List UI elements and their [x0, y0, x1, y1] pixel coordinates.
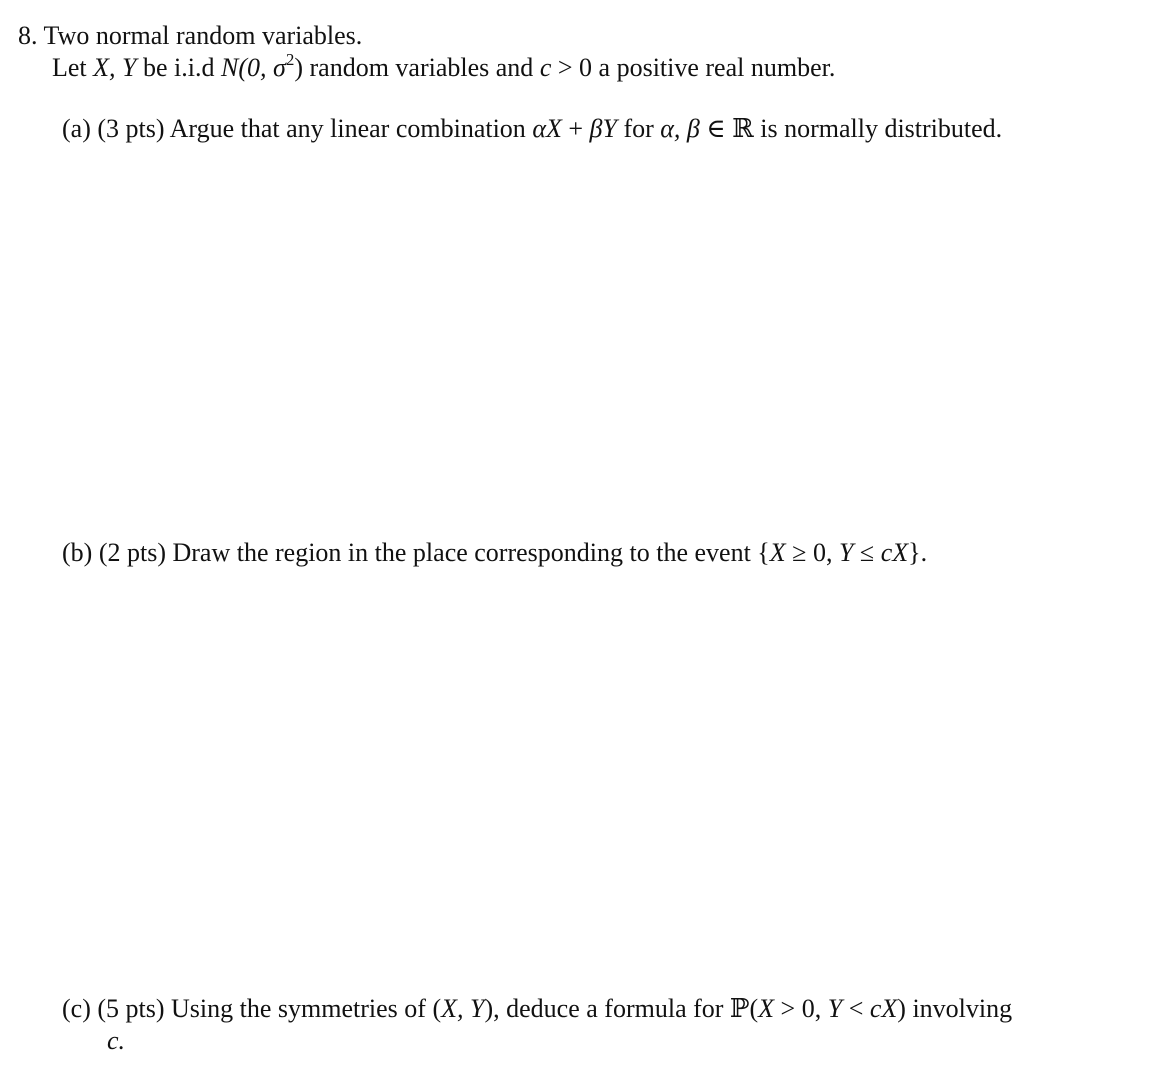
part-b-m2: Y	[838, 538, 854, 567]
question-number: 8.	[18, 21, 38, 50]
part-a-reals: ℝ	[732, 114, 754, 143]
part-a-points: (3 pts)	[97, 114, 165, 143]
part-c-pair: X, Y	[441, 994, 485, 1023]
part-c-text-2: deduce a formula for	[506, 994, 724, 1023]
question-intro	[52, 50, 836, 83]
part-b-m1: X	[769, 538, 786, 567]
part-b-rel2: ≤	[859, 538, 875, 567]
part-b-m3: cX	[880, 538, 909, 567]
part-a-label: (a)	[62, 114, 91, 143]
part-a-plus: +	[568, 114, 584, 143]
part-c-continuation: c.	[107, 1026, 126, 1055]
part-b-text-1: Draw the region in the place corresponding to the event	[172, 538, 751, 567]
part-c-points: (5 pts)	[97, 994, 165, 1023]
intro-dist-n: N	[221, 53, 239, 82]
part-c-m3: cX	[869, 994, 898, 1023]
part-b-set-open: {	[757, 538, 770, 567]
question-title: Two normal random variables.	[43, 21, 363, 50]
part-a-text-1: Argue that any linear combination	[169, 114, 526, 143]
part-c	[62, 994, 1012, 1024]
intro-c: c	[539, 53, 552, 82]
part-a-text-3: is normally distributed.	[760, 114, 1003, 143]
question-title-line	[18, 21, 362, 51]
intro-rest-1: random variables and	[309, 53, 534, 82]
part-a-math-2: βY	[589, 114, 617, 143]
part-b-points: (2 pts)	[98, 538, 166, 567]
part-a-text-2: for	[623, 114, 654, 143]
part-a-in: ∈	[706, 114, 726, 143]
part-b-rel1: ≥ 0,	[792, 538, 833, 567]
intro-rest-2: a positive real number.	[598, 53, 836, 82]
part-c-paren-close: )	[897, 994, 906, 1023]
intro-be: be i.i.d	[143, 53, 215, 82]
part-c-m2: Y	[827, 994, 843, 1023]
intro-vars: X, Y	[93, 53, 137, 82]
part-c-rel1: > 0,	[780, 994, 822, 1023]
part-c-text-3: involving	[912, 994, 1013, 1023]
part-c-pair-open: (	[432, 994, 442, 1023]
part-a-math-1: αX	[532, 114, 562, 143]
part-a-math-3: α, β	[660, 114, 700, 143]
part-c-text-1: Using the symmetries of	[171, 994, 426, 1023]
part-c-m1: X	[758, 994, 775, 1023]
part-a	[62, 114, 1002, 144]
intro-dist-args: (0, σ	[238, 53, 286, 82]
part-b-label: (b)	[62, 538, 93, 567]
part-c-pair-close: ),	[484, 994, 500, 1023]
intro-dist-exp: 2	[285, 50, 295, 69]
intro-let: Let	[52, 53, 87, 82]
intro-c-gt: > 0	[557, 53, 593, 82]
part-c-rel2: <	[848, 994, 864, 1023]
part-b-set-close: }.	[908, 538, 928, 567]
intro-dist-close: )	[294, 53, 303, 82]
part-c-paren-open: (	[749, 994, 759, 1023]
part-c-prob: ℙ	[729, 994, 750, 1023]
part-c-label: (c)	[62, 994, 91, 1023]
part-b	[62, 538, 927, 568]
